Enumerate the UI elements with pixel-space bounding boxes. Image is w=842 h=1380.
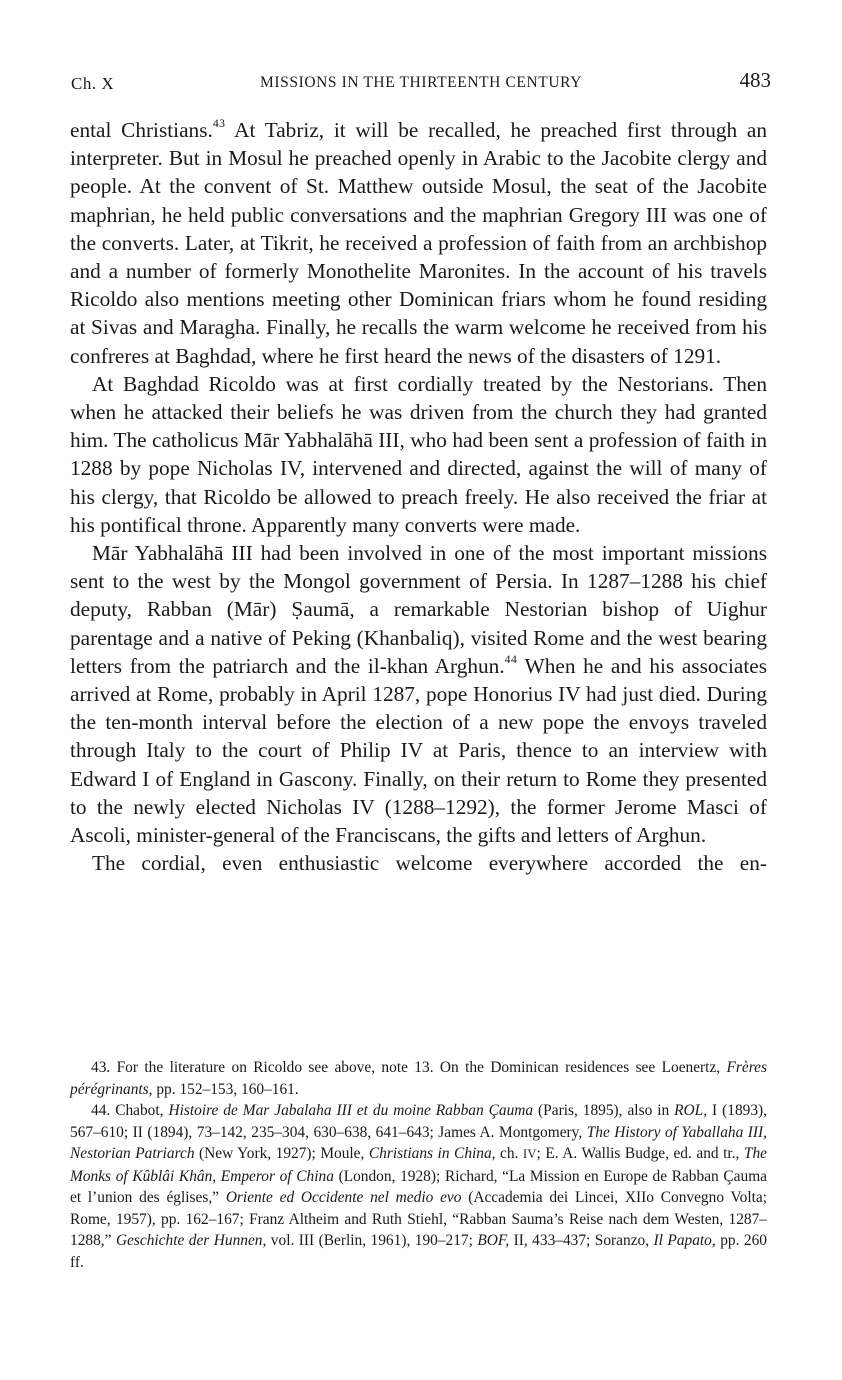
running-title: MISSIONS IN THE THIRTEENTH CENTURY — [259, 74, 582, 91]
footnote-44-text: (Accademia dei Lincei, XIIo Convegno Volta; Rome, 1957), pp. 162–167; Franz Altheim and Ruth Stiehl, “Rabban Sauma’s Reise nach dem Westen, 1287–1288,” — [70, 1189, 768, 1249]
chapter-label: Ch. X — [71, 74, 115, 93]
paragraph-4: The cordial, even enthusiastic welcome everywhere accorded the en- — [92, 851, 767, 876]
footnote-44 — [70, 1100, 767, 1273]
footnote-44-title-1: Histoire de Mar Jabalaha III et du moine Rabban Çauma — [168, 1102, 534, 1119]
paragraph-2: At Baghdad Ricoldo was at first cordially treated by the Nestorians. Then when he attacked their beliefs he was driven from the church they had granted him. The catholicus Mār Yabhalāhā III, who had been sent a profession of faith in 1288 by pope Nicholas IV, intervened and directed, against the will of many of his clergy, that Ricoldo be allowed to preach freely. He also received the friar at his pontifical throne. Apparently many converts were made. — [70, 371, 767, 537]
running-head — [71, 68, 771, 98]
footnote-44-text: pp. 260 ff. — [70, 1232, 767, 1271]
footnote-44-text: (London, 1928); Richard, “La Mission en Europe de Rabban Çauma et l’union des églises,” — [70, 1167, 767, 1206]
paragraph-1-text-b: At Tabriz, it will be recalled, he preached first through an interpreter. But in Mosul he preached openly in Arabic to the Jacobite clergy and people. At the convent of St. Matthew outside Mosul, the seat of the Jacobite maphrian, he held public conversations and the maphrian Gregory III was one of the converts. Later, at Tikrit, he received a profession of faith from an archbishop and a number of formerly Monothelite Maronites. In the account of his travels Ricoldo also mentions meeting other Dominican friars whom he found residing at Sivas and Maragha. Finally, he recalls the warm welcome he received from his confreres at Baghdad, where he first heard the news of the disasters of 1291. — [70, 118, 767, 368]
footnote-44-text: 44. Chabot, — [91, 1102, 169, 1119]
footnote-44-title-3: The History of Yaballaha III, Nestorian Patriarch — [70, 1123, 768, 1162]
footnote-43-pages: pp. 152–153, 160–161. — [152, 1080, 299, 1098]
footnote-44-text: II, 433–437; Soranzo, — [509, 1232, 654, 1249]
main-text — [70, 116, 767, 877]
footnote-44-title-5: The Monks of Kûblâi Khân, Emperor of China — [70, 1145, 767, 1185]
paragraph-3-text-b: When he and his associates arrived at Rome, probably in April 1287, pope Honorius IV had just died. During the ten-month interval before the election of a new pope the envoys traveled through Italy to the court of Philip IV at Paris, thence to an interview with Edward I of England in Gascony. Finally, on their return to Rome they presented to the newly elected Nicholas IV (1288–1292), the former Jerome Masci of Ascoli, minister-general of the Franciscans, the gifts and letters of Arghun. — [70, 653, 767, 848]
note-ref-44: 44 — [504, 652, 518, 666]
footnote-43 — [70, 1057, 767, 1100]
footnote-44-title-8: BOF, — [477, 1232, 510, 1249]
footnote-44-title-7: Geschichte der Hunnen, — [115, 1232, 267, 1249]
footnote-44-title-2: ROL, — [674, 1102, 708, 1119]
footnote-44-text: I (1893), 567–610; II (1894), 73–142, 235–304, 630–638, 641–643; James A. Montgomery, — [70, 1102, 768, 1141]
footnote-44-title-4: Christians in China, — [368, 1145, 496, 1162]
footnotes — [70, 1057, 767, 1273]
paragraph-3 — [70, 539, 767, 849]
footnote-44-title-9: Il Papato, — [653, 1232, 716, 1249]
footnote-44-chapter-numeral: IV — [522, 1147, 537, 1161]
footnote-44-title-6: Oriente ed Occidente nel medio evo — [225, 1189, 462, 1206]
paragraph-3-text-a: Mār Yabhalāhā III had been involved in one of the most important missions sent to the west by the Mongol government of Persia. In 1287–1288 his chief deputy, Rabban (Mār) Ṣaumā, a remarkable Nestorian bishop of Uighur parentage and a native of Peking (Khanbaliq), visited Rome and the west bearing letters from the patriarch and the il-khan Arghun. — [70, 541, 767, 678]
page-number: 483 — [739, 68, 771, 92]
footnote-43-text: 43. For the literature on Ricoldo see above, note 13. On the Dominican residences see Loenertz, — [91, 1059, 727, 1076]
footnote-43-title: Frères pérégrinants, — [70, 1059, 767, 1098]
footnote-44-text: (Paris, 1895), also in — [533, 1102, 675, 1119]
footnote-44-text: ; E. A. Wallis Budge, ed. and tr., — [536, 1145, 744, 1162]
footnote-44-text: ch. — [495, 1145, 523, 1162]
footnote-44-text: (New York, 1927); Moule, — [194, 1145, 369, 1162]
paragraph-1 — [70, 116, 767, 370]
note-ref-43: 43 — [212, 117, 226, 131]
paragraph-1-text-a: ental Christians. — [70, 118, 213, 142]
footnote-44-text: vol. III (Berlin, 1961), 190–217; — [266, 1232, 478, 1249]
